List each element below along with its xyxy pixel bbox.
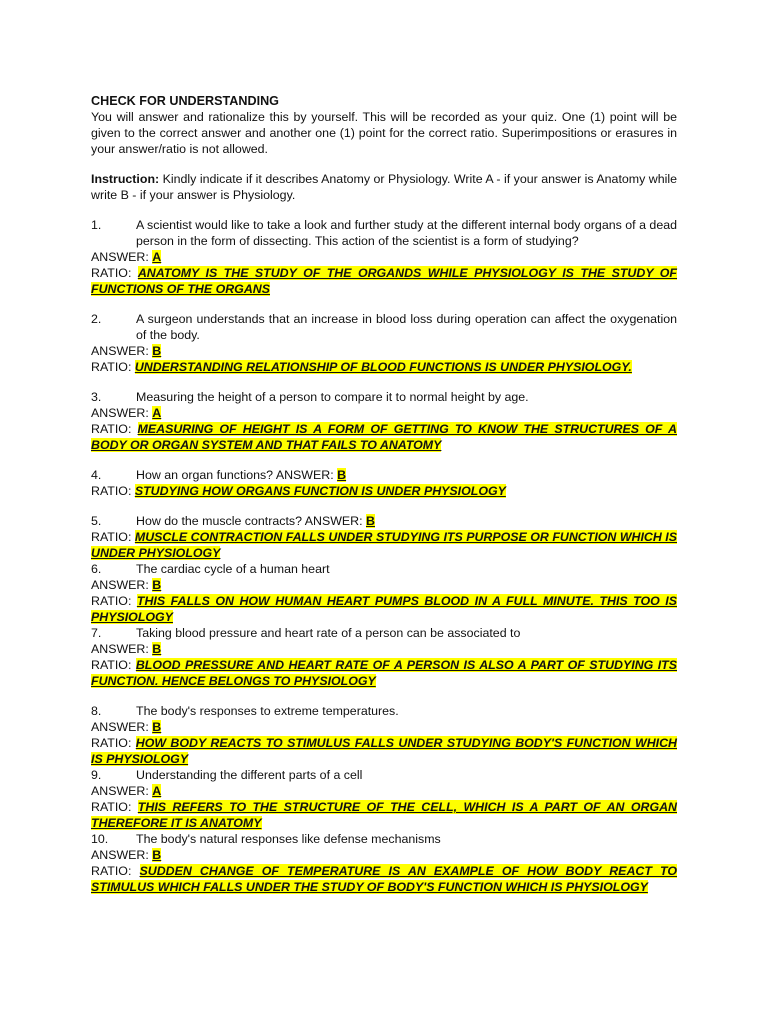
question-number: 6. xyxy=(91,562,102,576)
question-number: 2. xyxy=(91,312,102,326)
ratio-label: RATIO: xyxy=(91,658,136,672)
answer-value: B xyxy=(152,720,162,734)
question-text: The body's natural responses like defense mechanisms xyxy=(136,832,441,846)
question-item-8 xyxy=(91,703,677,767)
question-text: The body's responses to extreme temperatures. xyxy=(136,704,399,718)
answer-label: ANSWER: xyxy=(91,642,153,656)
question-line xyxy=(91,217,677,249)
ratio-text: STUDYING HOW ORGANS FUNCTION IS UNDER PHYSIOLOGY xyxy=(134,484,506,498)
ratio-line xyxy=(91,265,677,297)
question-item-7 xyxy=(91,625,677,689)
question-line xyxy=(91,311,677,343)
ratio-label: RATIO: xyxy=(91,864,140,878)
ratio-line xyxy=(91,359,677,375)
question-number: 4. xyxy=(91,468,102,482)
answer-label: ANSWER: xyxy=(91,784,153,798)
question-item-10 xyxy=(91,831,677,895)
question-item-3 xyxy=(91,389,677,453)
question-line xyxy=(91,625,677,641)
question-item-9 xyxy=(91,767,677,831)
ratio-line xyxy=(91,863,677,895)
question-line xyxy=(91,767,677,783)
ratio-text: MUSCLE CONTRACTION FALLS UNDER STUDYING ITS PURPOSE OR FUNCTION WHICH IS UNDER PHYSIOLOGY xyxy=(91,530,677,560)
question-text-inline: How an organ functions? ANSWER: xyxy=(136,468,338,482)
question-number: 10. xyxy=(91,832,109,846)
ratio-text: ANATOMY IS THE STUDY OF THE ORGANDS WHILE PHYSIOLOGY IS THE STUDY OF FUNCTIONS OF THE ORGANS xyxy=(91,266,678,296)
answer-label: ANSWER: xyxy=(91,848,153,862)
question-number: 3. xyxy=(91,390,102,404)
question-number: 5. xyxy=(91,514,102,528)
answer-label: ANSWER: xyxy=(91,578,153,592)
question-item-2 xyxy=(91,311,677,375)
answer-label: ANSWER: xyxy=(91,250,153,264)
ratio-label: RATIO: xyxy=(91,736,136,750)
question-text: A scientist would like to take a look and further study at the different internal body organs of a dead person in the form of dissecting. This action of the scientist is a form of studying? xyxy=(136,218,677,248)
answer-label: ANSWER: xyxy=(91,720,153,734)
answer-value: A xyxy=(152,406,162,420)
answer-line xyxy=(91,405,677,421)
question-item-5 xyxy=(91,513,677,561)
question-line xyxy=(91,831,677,847)
question-line xyxy=(91,561,677,577)
answer-value: B xyxy=(366,514,375,528)
answer-value: B xyxy=(152,848,162,862)
instruction-paragraph xyxy=(91,171,677,203)
answer-line xyxy=(91,783,677,799)
question-line xyxy=(91,513,677,529)
intro-paragraph: You will answer and rationalize this by yourself. This will be recorded as your quiz. One (1) point will be given to the correct answer and another one (1) point for the correct ratio. Superimpositions or erasures in your answer/ratio is not allowed. xyxy=(91,110,677,156)
question-number: 1. xyxy=(91,218,102,232)
ratio-line xyxy=(91,735,677,767)
answer-label: ANSWER: xyxy=(91,406,153,420)
question-item-4 xyxy=(91,467,677,499)
question-text-inline: How do the muscle contracts? ANSWER: xyxy=(136,514,367,528)
ratio-line xyxy=(91,657,677,689)
ratio-text: THIS REFERS TO THE STRUCTURE OF THE CELL, WHICH IS A PART OF AN ORGAN THEREFORE IT IS ANATOMY xyxy=(91,800,677,830)
question-text: Taking blood pressure and heart rate of a person can be associated to xyxy=(136,626,521,640)
ratio-line xyxy=(91,421,677,453)
ratio-text: THIS FALLS ON HOW HUMAN HEART PUMPS BLOOD IN A FULL MINUTE. THIS TOO IS PHYSIOLOGY xyxy=(91,594,677,624)
ratio-label: RATIO: xyxy=(91,484,135,498)
instruction-text: Kindly indicate if it describes Anatomy or Physiology. Write A - if your answer is Anatomy while write B - if your answer is Physiology. xyxy=(91,172,677,202)
question-item-6 xyxy=(91,561,677,625)
question-line xyxy=(91,389,677,405)
question-text: Measuring the height of a person to compare it to normal height by age. xyxy=(136,390,529,404)
ratio-text: UNDERSTANDING RELATIONSHIP OF BLOOD FUNCTIONS IS UNDER PHYSIOLOGY. xyxy=(134,360,632,374)
question-text xyxy=(136,513,677,529)
answer-line xyxy=(91,847,677,863)
question-number: 9. xyxy=(91,768,102,782)
answer-value: A xyxy=(152,784,162,798)
answer-value: B xyxy=(152,642,162,656)
answer-line xyxy=(91,641,677,657)
question-item-1 xyxy=(91,217,677,297)
ratio-label: RATIO: xyxy=(91,594,137,608)
answer-value: B xyxy=(152,344,162,358)
ratio-line xyxy=(91,529,677,561)
page-title: CHECK FOR UNDERSTANDING xyxy=(91,94,279,108)
ratio-line xyxy=(91,483,677,499)
question-number: 8. xyxy=(91,704,102,718)
ratio-text: SUDDEN CHANGE OF TEMPERATURE IS AN EXAMPLE OF HOW BODY REACT TO STIMULUS WHICH FALLS UNDER THE STUDY OF BODY'S FUNCTION WHICH IS PHYSIOLOGY xyxy=(91,864,678,894)
question-number: 7. xyxy=(91,626,102,640)
answer-line xyxy=(91,343,677,359)
ratio-label: RATIO: xyxy=(91,800,138,814)
ratio-text: BLOOD PRESSURE AND HEART RATE OF A PERSON IS ALSO A PART OF STUDYING ITS FUNCTION. HENCE BELONGS TO PHYSIOLOGY xyxy=(91,658,677,688)
ratio-label: RATIO: xyxy=(91,530,135,544)
ratio-line xyxy=(91,593,677,625)
answer-line xyxy=(91,249,677,265)
ratio-text: HOW BODY REACTS TO STIMULUS FALLS UNDER STUDYING BODY'S FUNCTION WHICH IS PHYSIOLOGY xyxy=(91,736,677,766)
answer-value: B xyxy=(152,578,162,592)
question-text: Understanding the different parts of a cell xyxy=(136,768,363,782)
question-line xyxy=(91,467,677,483)
answer-line xyxy=(91,577,677,593)
question-text: The cardiac cycle of a human heart xyxy=(136,562,330,576)
answer-value: B xyxy=(337,468,347,482)
ratio-label: RATIO: xyxy=(91,266,138,280)
ratio-line xyxy=(91,799,677,831)
question-text xyxy=(136,467,677,483)
answer-label: ANSWER: xyxy=(91,344,153,358)
question-line xyxy=(91,703,677,719)
ratio-label: RATIO: xyxy=(91,360,135,374)
answer-value: A xyxy=(152,250,162,264)
ratio-text: MEASURING OF HEIGHT IS A FORM OF GETTING TO KNOW THE STRUCTURES OF A BODY OR ORGAN SYSTEM AND THAT FAILS TO ANATOMY xyxy=(91,422,677,452)
answer-line xyxy=(91,719,677,735)
question-text: A surgeon understands that an increase in blood loss during operation can affect the oxygenation of the body. xyxy=(136,312,677,342)
instruction-lead: Instruction: xyxy=(91,172,160,186)
ratio-label: RATIO: xyxy=(91,422,138,436)
